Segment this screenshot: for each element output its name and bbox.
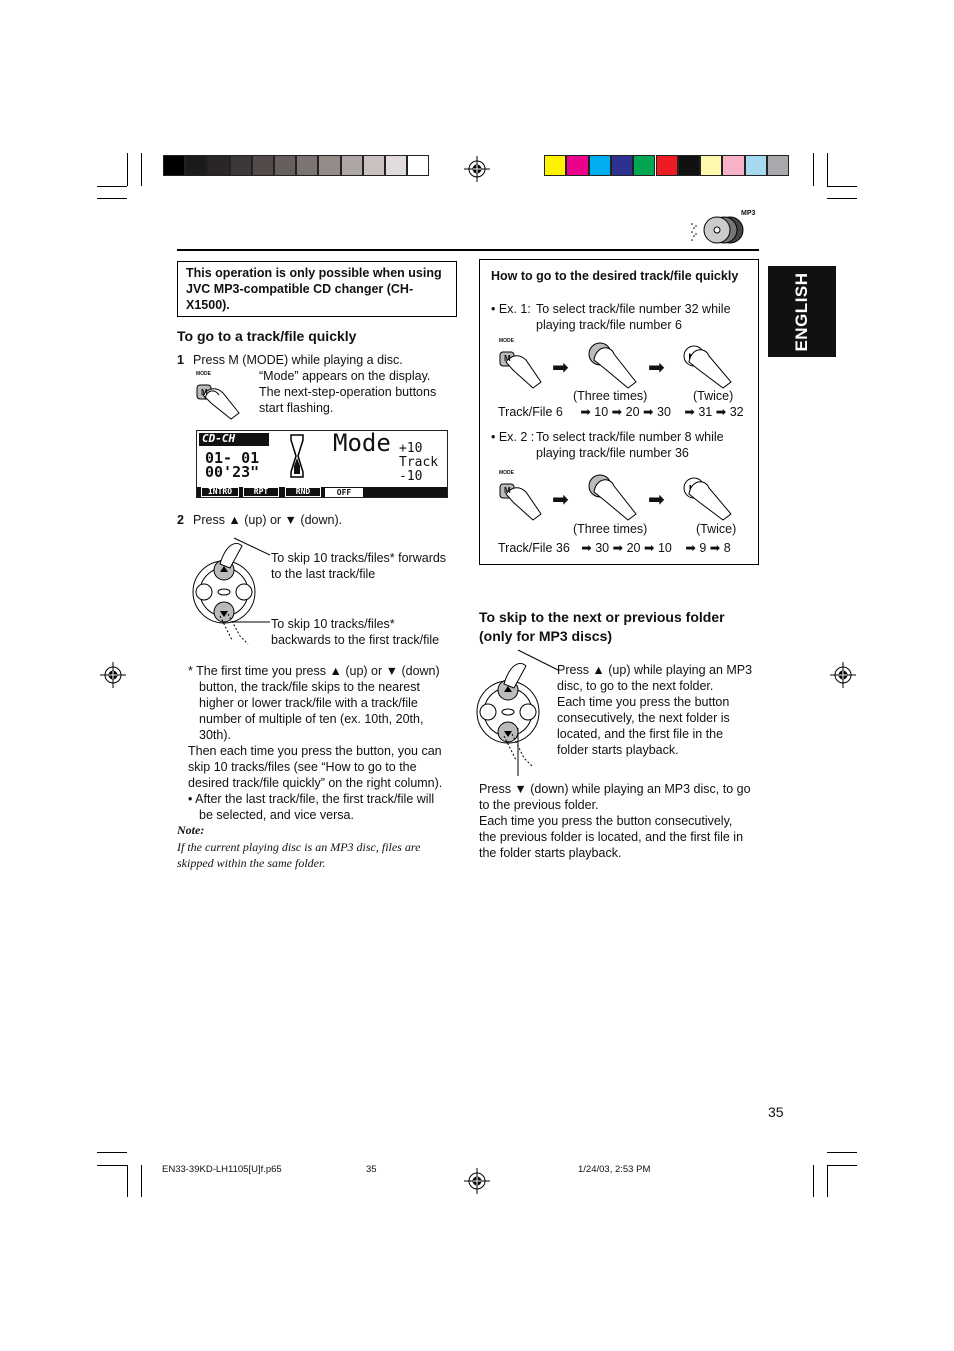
lcd-button-label: INTRO — [201, 487, 239, 497]
example-1-line: playing track/file number 6 — [536, 318, 682, 332]
step-1-detail-line: The next-step-operation buttons — [259, 385, 437, 399]
notice-text: This operation is only possible when using JVC MP3-compatible CD changer (CH-X1500). — [186, 266, 442, 312]
callout-up-line: to the last track/file — [271, 567, 376, 581]
note-line: If the current playing disc is an MP3 disc, files are — [177, 840, 421, 854]
calibration-swatch — [341, 155, 363, 176]
step-1-detail-line: “Mode” appears on the display. — [259, 369, 431, 383]
folder-down-line: to the previous folder. — [479, 798, 599, 812]
mode-small-label: MODE — [499, 338, 514, 344]
example-2-text — [536, 429, 724, 461]
seq-arrow-icon: ➡ — [684, 405, 695, 419]
finger-press-mode-icon — [497, 478, 543, 524]
seq-arrow-icon: ➡ — [643, 405, 654, 419]
calibration-swatch — [656, 155, 678, 176]
right-arrow-icon: ➡ — [552, 357, 569, 379]
seq-arrow-icon: ➡ — [709, 541, 721, 555]
example-2-line: playing track/file number 36 — [536, 446, 689, 460]
example-1-line: To select track/file number 32 while — [536, 302, 731, 316]
sequence-value: 31 — [698, 405, 713, 419]
footer-timestamp: 1/24/03, 2:53 PM — [578, 1164, 651, 1175]
callout-up-line: To skip 10 tracks/files* forwards — [271, 551, 447, 565]
footnote-line: Then each time you press the button, you can — [188, 744, 442, 758]
lcd-mode: Mode — [333, 429, 391, 457]
seq-arrow-icon: ➡ — [685, 541, 696, 555]
example-1-text — [536, 301, 731, 333]
footnote-line: skip 10 tracks/files (see “How to go to the — [188, 760, 417, 774]
calibration-swatch — [252, 155, 274, 176]
lcd-display — [196, 430, 448, 498]
footnote-line: button, the track/file skips to the nearest — [199, 680, 420, 694]
calibration-swatch — [207, 155, 229, 176]
calibration-swatch — [767, 155, 789, 176]
control-pad-diagram-icon — [190, 536, 270, 650]
folder-title-line: (only for MP3 discs) — [479, 628, 613, 644]
mode-small-label: MODE — [196, 371, 211, 377]
folder-up-line: folder starts playback. — [557, 743, 679, 757]
example-2-label: • Ex. 2 : — [491, 430, 535, 444]
m-key-label: M — [504, 486, 511, 495]
calibration-swatch — [633, 155, 655, 176]
section-title-track: To go to a track/file quickly — [177, 328, 357, 344]
footnote-line: number of multiple of ten (ex. 10th, 20th, 30th). — [199, 712, 424, 742]
sequence-value: 8 — [723, 541, 731, 555]
lcd-minus-ten: -10 — [399, 469, 423, 484]
calibration-swatch — [407, 155, 429, 176]
sequence-value: 20 — [626, 541, 641, 555]
sequence-value: 30 — [595, 541, 610, 555]
finger-press-mode-icon — [497, 346, 543, 392]
finger-press-next-icon — [683, 342, 733, 390]
finger-press-down-icon — [588, 472, 638, 522]
sequence-value: Track/File 36 — [498, 541, 570, 555]
sequence-value: 9 — [699, 541, 707, 555]
calibration-swatch — [722, 155, 744, 176]
registration-target-icon — [464, 1168, 490, 1194]
seq-arrow-icon: ➡ — [580, 405, 591, 419]
lcd-disc-track: 01- 01 — [205, 449, 260, 467]
folder-down-line: the folder starts playback. — [479, 846, 622, 860]
folder-up-line: Press ▲ (up) while playing an MP3 — [557, 663, 753, 677]
language-tab — [768, 266, 836, 357]
footer-file-name: EN33-39KD-LH1105[U]f.p65 — [162, 1164, 282, 1175]
calibration-swatch — [611, 155, 633, 176]
m-key-label: M — [504, 354, 511, 363]
finger-press-up-icon — [588, 340, 638, 390]
registration-target-icon — [464, 156, 490, 182]
calibration-swatch — [385, 155, 407, 176]
lcd-button-label: OFF — [325, 488, 363, 497]
language-tab-label: ENGLISH — [792, 271, 811, 352]
right-arrow-icon: ➡ — [552, 489, 569, 511]
sequence-value: 10 — [594, 405, 609, 419]
lcd-button-label: RND — [285, 487, 321, 497]
lcd-button-label: RPT — [243, 487, 279, 497]
mode-small-label: MODE — [499, 470, 514, 476]
sequence-value: 20 — [625, 405, 640, 419]
step-1-detail — [259, 368, 436, 416]
seq-arrow-icon: ➡ — [612, 541, 624, 555]
lcd-time: 00'23" — [205, 463, 260, 481]
right-arrow-icon: ➡ — [648, 357, 665, 379]
mp3-label: MP3 — [741, 210, 756, 217]
seq-arrow-icon: ➡ — [611, 405, 623, 419]
example-2-line: To select track/file number 8 while — [536, 430, 724, 444]
step-1-detail-line: start flashing. — [259, 401, 334, 415]
folder-down-line: Each time you press the button consecutively, — [479, 814, 733, 828]
calibration-swatch — [678, 155, 700, 176]
note-title: Note: — [177, 823, 205, 837]
calibration-swatch — [700, 155, 722, 176]
folder-up-line: located, and the first file in the — [557, 727, 724, 741]
sequence-value: 10 — [657, 541, 672, 555]
quick-select-box — [479, 259, 759, 565]
finger-press-previous-icon — [683, 474, 733, 522]
example-1-twice: (Twice) — [693, 389, 734, 403]
sequence-value: 30 — [657, 405, 671, 419]
calibration-swatch — [589, 155, 611, 176]
example-1-three-times: (Three times) — [573, 389, 648, 403]
lcd-plus-ten: +10 — [399, 441, 423, 456]
m-key-label: M — [201, 388, 208, 397]
callout-down-line: To skip 10 tracks/files* — [271, 617, 395, 631]
footnote-line: be selected, and vice versa. — [199, 808, 354, 822]
callout-up — [271, 550, 446, 582]
seq-arrow-icon: ➡ — [715, 405, 727, 419]
calibration-swatch — [185, 155, 207, 176]
folder-down-line: Press ▼ (down) while playing an MP3 disc, to go — [479, 782, 751, 796]
header-rule — [177, 249, 759, 251]
registration-target-icon — [100, 662, 126, 688]
control-pad-diagram-icon — [474, 648, 560, 778]
footnote-line: • After the last track/file, the first track/file will — [188, 792, 435, 806]
example-1-sequence — [498, 404, 744, 420]
folder-title-line: To skip to the next or previous folder — [479, 609, 725, 625]
quick-select-title: How to go to the desired track/file quickly — [491, 269, 739, 283]
footnote-line: higher or lower track/file with a track/file — [199, 696, 418, 710]
step-1-number: 1 — [177, 353, 184, 367]
notice-box — [177, 261, 457, 317]
callout-down — [271, 616, 439, 648]
calibration-swatch — [274, 155, 296, 176]
folder-up-line: consecutively, the next folder is — [557, 711, 730, 725]
example-2-sequence — [498, 540, 731, 556]
lcd-source: CD-CH — [202, 432, 236, 445]
calibration-swatch — [566, 155, 588, 176]
right-arrow-icon: ➡ — [648, 489, 665, 511]
sequence-value: 32 — [729, 405, 744, 419]
step-2-text: Press ▲ (up) or ▼ (down). — [193, 513, 343, 527]
example-1-label: • Ex. 1: — [491, 302, 531, 316]
hourglass-icon — [289, 434, 305, 478]
example-2-three-times: (Three times) — [573, 522, 648, 536]
sequence-value: Track/File 6 — [498, 405, 563, 419]
note-text — [177, 839, 420, 871]
callout-down-line: backwards to the first track/file — [271, 633, 440, 647]
calibration-swatch — [544, 155, 566, 176]
footer-file-page: 35 — [366, 1164, 377, 1175]
step-2-number: 2 — [177, 513, 184, 527]
lcd-track-label: Track — [399, 455, 439, 470]
calibration-swatch — [745, 155, 767, 176]
folder-up-line: disc, to go to the next folder. — [557, 679, 714, 693]
folder-up-line: Each time you press the button — [557, 695, 730, 709]
footnote — [188, 663, 458, 823]
step-1-text: Press M (MODE) while playing a disc. — [193, 353, 403, 367]
calibration-swatch — [318, 155, 340, 176]
calibration-swatch — [363, 155, 385, 176]
seq-arrow-icon: ➡ — [581, 541, 592, 555]
registration-target-icon — [830, 662, 856, 688]
folder-section-title — [479, 608, 725, 646]
folder-up-text — [557, 662, 752, 758]
seq-arrow-icon: ➡ — [643, 541, 655, 555]
page-number: 35 — [768, 1104, 784, 1120]
example-2-twice: (Twice) — [696, 522, 737, 536]
note-line: skipped within the same folder. — [177, 856, 326, 870]
calibration-swatch — [230, 155, 252, 176]
folder-down-text — [479, 781, 751, 861]
calibration-swatch — [163, 155, 185, 176]
footnote-line: desired track/file quickly” on the right column). — [188, 776, 443, 790]
footnote-line: * The first time you press ▲ (up) or ▼ (down) — [188, 664, 440, 678]
folder-down-line: the previous folder is located, and the first file in — [479, 830, 744, 844]
calibration-swatch — [296, 155, 318, 176]
